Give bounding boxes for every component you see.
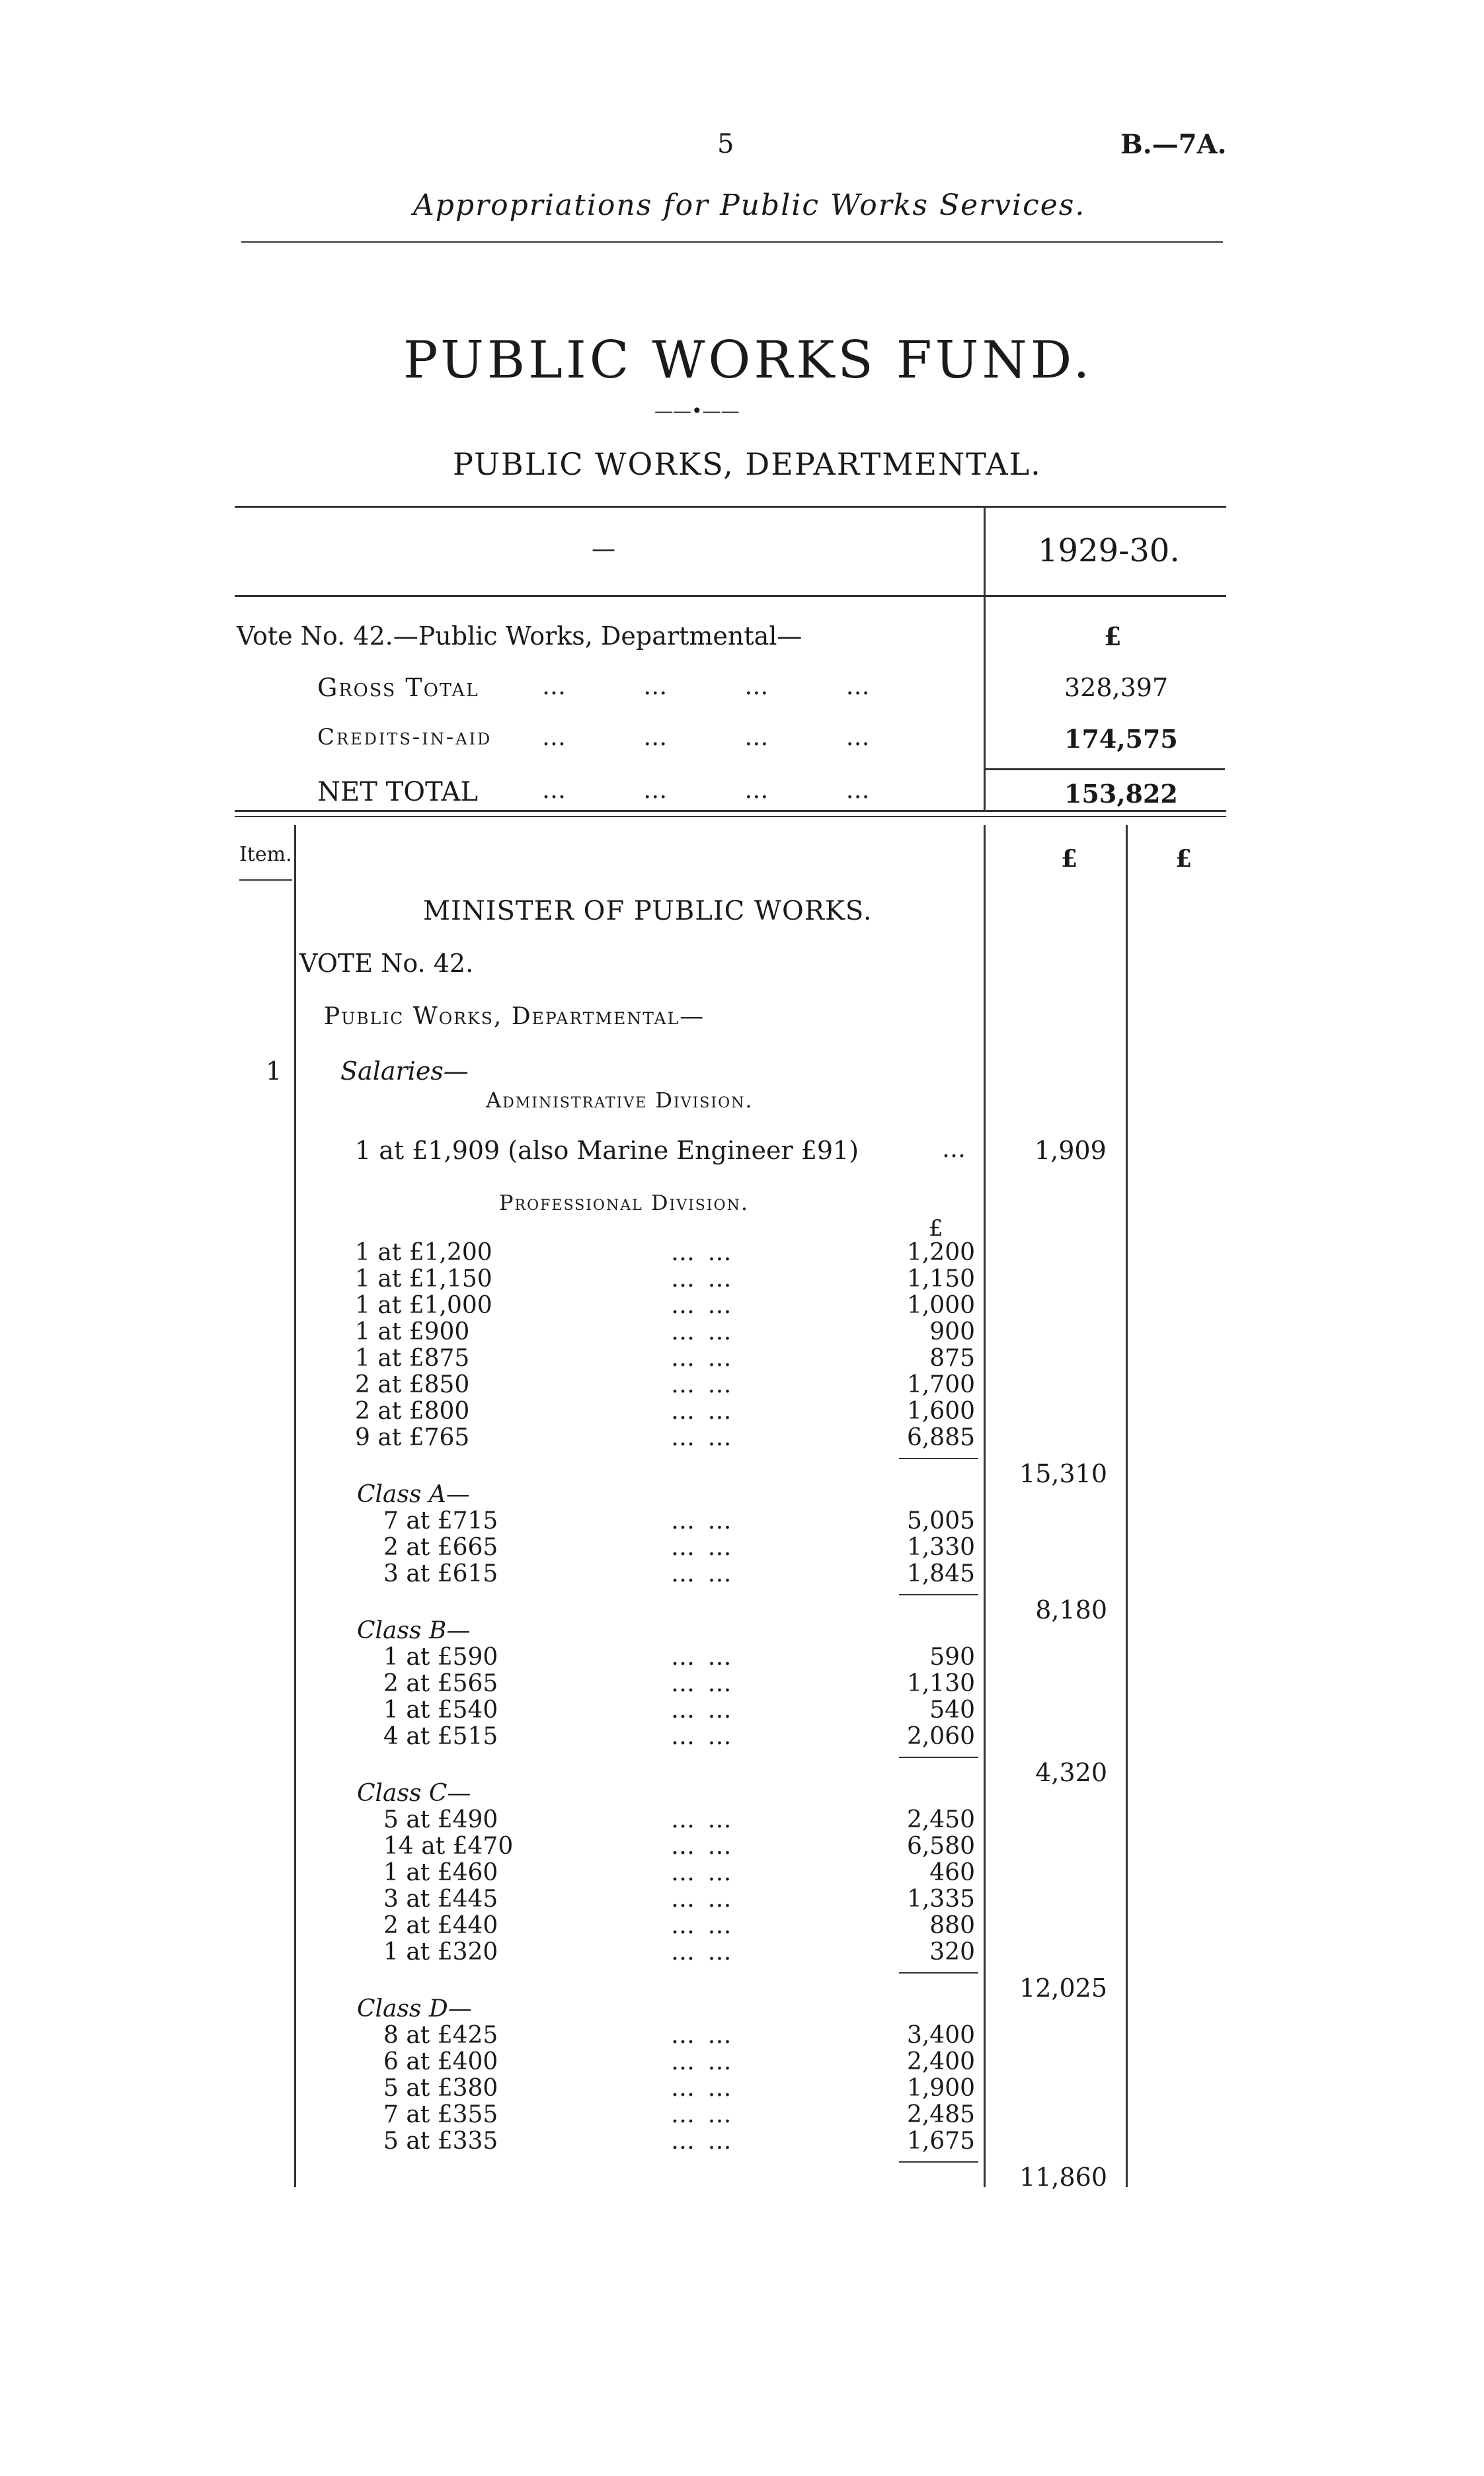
- salary-rate: 4 at £515: [383, 1723, 498, 1750]
- salary-dots: … …: [671, 1318, 734, 1345]
- salary-dots: … …: [671, 1859, 734, 1886]
- summary-header-rule: [235, 595, 1226, 597]
- salary-rate: 5 at £380: [383, 2075, 498, 2102]
- salary-row: [0, 1425, 1484, 1451]
- subtotal-amount: 11,860: [1019, 2163, 1107, 2192]
- salary-dots: … …: [671, 1534, 734, 1561]
- salary-rate: 1 at £320: [383, 1938, 498, 1966]
- page-subtitle: PUBLIC WORKS, DEPARTMENTAL.: [453, 446, 1042, 482]
- salary-row: [0, 1561, 1484, 1587]
- running-title: Appropriations for Public Works Services.: [413, 188, 1086, 222]
- salary-dots: … …: [671, 2128, 734, 2155]
- salary-row: [0, 1293, 1484, 1319]
- gross-total-value: 328,397: [1064, 673, 1169, 702]
- class-heading: Class A—: [357, 1481, 470, 1508]
- salary-dots: … …: [671, 1670, 734, 1697]
- minister-heading: MINISTER OF PUBLIC WORKS.: [423, 896, 873, 926]
- item-number: 1: [266, 1057, 282, 1086]
- credits-dots: … … … …: [542, 724, 877, 751]
- summary-left-header: —: [592, 536, 615, 563]
- net-total-value: 153,822: [1064, 779, 1178, 809]
- salary-amount: 880: [929, 1912, 975, 1939]
- salary-amount: 2,485: [906, 2101, 975, 2128]
- salary-row: [0, 1860, 1484, 1886]
- professional-division-heading: Professional Division.: [499, 1190, 750, 1215]
- salary-dots: … …: [671, 1398, 734, 1425]
- subtotal-amount: 12,025: [1019, 1974, 1107, 2003]
- amount-currency-2: £: [1175, 845, 1192, 873]
- salary-amount: 2,450: [906, 1806, 975, 1833]
- salary-amount: 3,400: [906, 2022, 975, 2049]
- salary-rate: 1 at £460: [383, 1859, 498, 1886]
- salary-amount: 1,675: [906, 2128, 975, 2155]
- admin-dots: …: [942, 1136, 966, 1163]
- salary-amount: 540: [929, 1697, 975, 1724]
- salary-amount: 590: [929, 1644, 975, 1671]
- salary-dots: … …: [671, 1371, 734, 1398]
- inner-currency: £: [929, 1215, 943, 1242]
- salary-amount: 1,335: [906, 1886, 975, 1913]
- admin-total: 1,909: [1035, 1136, 1107, 1165]
- subtotal-rule: [899, 1972, 978, 1974]
- salary-dots: … …: [671, 2101, 734, 2128]
- salary-rate: 6 at £400: [383, 2048, 498, 2075]
- salary-amount: 1,000: [906, 1292, 975, 1319]
- salary-dots: … …: [671, 1345, 734, 1372]
- page-title: PUBLIC WORKS FUND.: [403, 331, 1093, 390]
- salary-row: [0, 1886, 1484, 1913]
- header-rule: [241, 241, 1223, 243]
- salary-rate: 1 at £590: [383, 1644, 498, 1671]
- salary-row: [0, 1697, 1484, 1724]
- item-header-rule: [239, 879, 292, 881]
- title-ornament: ——•——: [654, 400, 740, 422]
- summary-bottom-rule-1: [235, 810, 1226, 812]
- amount-column-divider-2: [1126, 825, 1128, 2187]
- salary-amount: 1,330: [906, 1534, 975, 1561]
- salary-row: [0, 2075, 1484, 2102]
- salary-row: [0, 1807, 1484, 1833]
- salary-rate: 2 at £565: [383, 1670, 498, 1697]
- salary-rate: 2 at £800: [355, 1398, 470, 1425]
- department-heading: Public Works, Departmental—: [324, 1003, 705, 1030]
- credits-rule: [984, 768, 1225, 770]
- salary-amount: 5,005: [906, 1507, 975, 1535]
- credits-in-aid-value: 174,575: [1064, 724, 1178, 754]
- salary-row: [0, 1240, 1484, 1266]
- salary-rate: 9 at £765: [355, 1424, 470, 1451]
- salary-amount: 1,150: [906, 1265, 975, 1293]
- salary-amount: 460: [929, 1859, 975, 1886]
- salary-row: [0, 1535, 1484, 1561]
- salary-row: [0, 1913, 1484, 1939]
- salary-row: [0, 1508, 1484, 1535]
- amount-column-divider-1: [984, 825, 986, 2187]
- vote-line: Vote No. 42.—Public Works, Departmental—: [237, 621, 802, 651]
- item-column-divider: [294, 825, 296, 2187]
- salary-amount: 1,130: [906, 1670, 975, 1697]
- salary-rate: 14 at £470: [383, 1833, 514, 1860]
- salary-row: [0, 1266, 1484, 1293]
- class-heading: Class C—: [357, 1780, 471, 1807]
- subtotal-amount: 15,310: [1019, 1459, 1107, 1488]
- salary-rate: 5 at £335: [383, 2128, 498, 2155]
- net-total-dots: … … … …: [542, 777, 877, 804]
- amount-currency-1: £: [1061, 845, 1078, 873]
- gross-total-dots: … … … …: [542, 673, 877, 700]
- salary-row: [0, 1644, 1484, 1671]
- salary-dots: … …: [671, 1265, 734, 1293]
- salary-amount: 1,845: [906, 1560, 975, 1587]
- salary-dots: … …: [671, 2075, 734, 2102]
- salary-rate: 1 at £540: [383, 1697, 498, 1724]
- salary-row: [0, 2102, 1484, 2128]
- salary-dots: … …: [671, 1912, 734, 1939]
- salary-amount: 1,600: [906, 1398, 975, 1425]
- salary-row: [0, 1319, 1484, 1345]
- salary-rate: 5 at £490: [383, 1806, 498, 1833]
- summary-year-header: 1929-30.: [1038, 532, 1180, 569]
- salary-dots: … …: [671, 1424, 734, 1451]
- summary-currency: £: [1104, 621, 1122, 651]
- salary-row: [0, 1671, 1484, 1697]
- salaries-label: Salaries—: [340, 1057, 469, 1086]
- salary-row: [0, 2049, 1484, 2075]
- salary-rate: 8 at £425: [383, 2022, 498, 2049]
- subtotal-rule: [899, 2161, 978, 2163]
- class-heading: Class B—: [357, 1617, 471, 1644]
- gross-total-label: Gross Total: [317, 673, 479, 702]
- subtotal-amount: 4,320: [1035, 1758, 1107, 1787]
- salary-dots: … …: [671, 1292, 734, 1319]
- salary-row: [0, 1724, 1484, 1750]
- page-number: 5: [717, 129, 734, 159]
- salary-dots: … …: [671, 1806, 734, 1833]
- subtotal-amount: 8,180: [1035, 1595, 1107, 1624]
- class-heading: Class D—: [357, 1995, 472, 2022]
- summary-bottom-rule-2: [235, 816, 1226, 817]
- salary-amount: 6,580: [906, 1833, 975, 1860]
- salary-rate: 3 at £615: [383, 1560, 498, 1587]
- salary-amount: 900: [929, 1318, 975, 1345]
- salary-rate: 1 at £900: [355, 1318, 470, 1345]
- salary-rate: 2 at £440: [383, 1912, 498, 1939]
- salary-rate: 7 at £715: [383, 1507, 498, 1535]
- salary-dots: … …: [671, 1938, 734, 1966]
- salary-rate: 2 at £665: [383, 1534, 498, 1561]
- salary-row: [0, 2128, 1484, 2155]
- salary-row: [0, 1833, 1484, 1860]
- salary-rate: 3 at £445: [383, 1886, 498, 1913]
- subtotal-rule: [899, 1458, 978, 1459]
- salary-amount: 1,900: [906, 2075, 975, 2102]
- salary-rate: 1 at £1,150: [355, 1265, 492, 1293]
- salary-amount: 1,200: [906, 1239, 975, 1266]
- vote-heading: VOTE No. 42.: [299, 949, 474, 978]
- item-column-header: Item.: [239, 843, 292, 866]
- document-reference: B.—7A.: [1120, 129, 1227, 160]
- salary-row: [0, 2022, 1484, 2049]
- salary-amount: 875: [929, 1345, 975, 1372]
- subtotal-rule: [899, 1594, 978, 1595]
- salary-dots: … …: [671, 2022, 734, 2049]
- salary-amount: 6,885: [906, 1424, 975, 1451]
- salary-dots: … …: [671, 1697, 734, 1724]
- salary-dots: … …: [671, 1723, 734, 1750]
- credits-in-aid-label: Credits-in-aid: [317, 724, 492, 750]
- salary-row: [0, 1939, 1484, 1966]
- salary-dots: … …: [671, 1560, 734, 1587]
- salary-dots: … …: [671, 1507, 734, 1535]
- salary-row: [0, 1398, 1484, 1425]
- salary-rate: 2 at £850: [355, 1371, 470, 1398]
- subtotal-rule: [899, 1757, 978, 1758]
- net-total-label: NET TOTAL: [317, 777, 479, 807]
- salary-amount: 1,700: [906, 1371, 975, 1398]
- salary-row: [0, 1345, 1484, 1372]
- salary-rate: 1 at £875: [355, 1345, 470, 1372]
- salary-dots: … …: [671, 1886, 734, 1913]
- salary-dots: … …: [671, 1833, 734, 1860]
- admin-salary-line: 1 at £1,909 (also Marine Engineer £91): [355, 1136, 859, 1165]
- salary-dots: … …: [671, 1644, 734, 1671]
- administrative-division-heading: Administrative Division.: [486, 1088, 754, 1113]
- salary-amount: 2,400: [906, 2048, 975, 2075]
- salary-amount: 320: [929, 1938, 975, 1966]
- salary-dots: … …: [671, 1239, 734, 1266]
- summary-column-divider: [984, 506, 986, 810]
- salary-rate: 1 at £1,000: [355, 1292, 492, 1319]
- summary-top-rule: [235, 506, 1226, 508]
- salary-row: [0, 1372, 1484, 1398]
- salary-rate: 1 at £1,200: [355, 1239, 492, 1266]
- salary-rate: 7 at £355: [383, 2101, 498, 2128]
- salary-dots: … …: [671, 2048, 734, 2075]
- salary-amount: 2,060: [906, 1723, 975, 1750]
